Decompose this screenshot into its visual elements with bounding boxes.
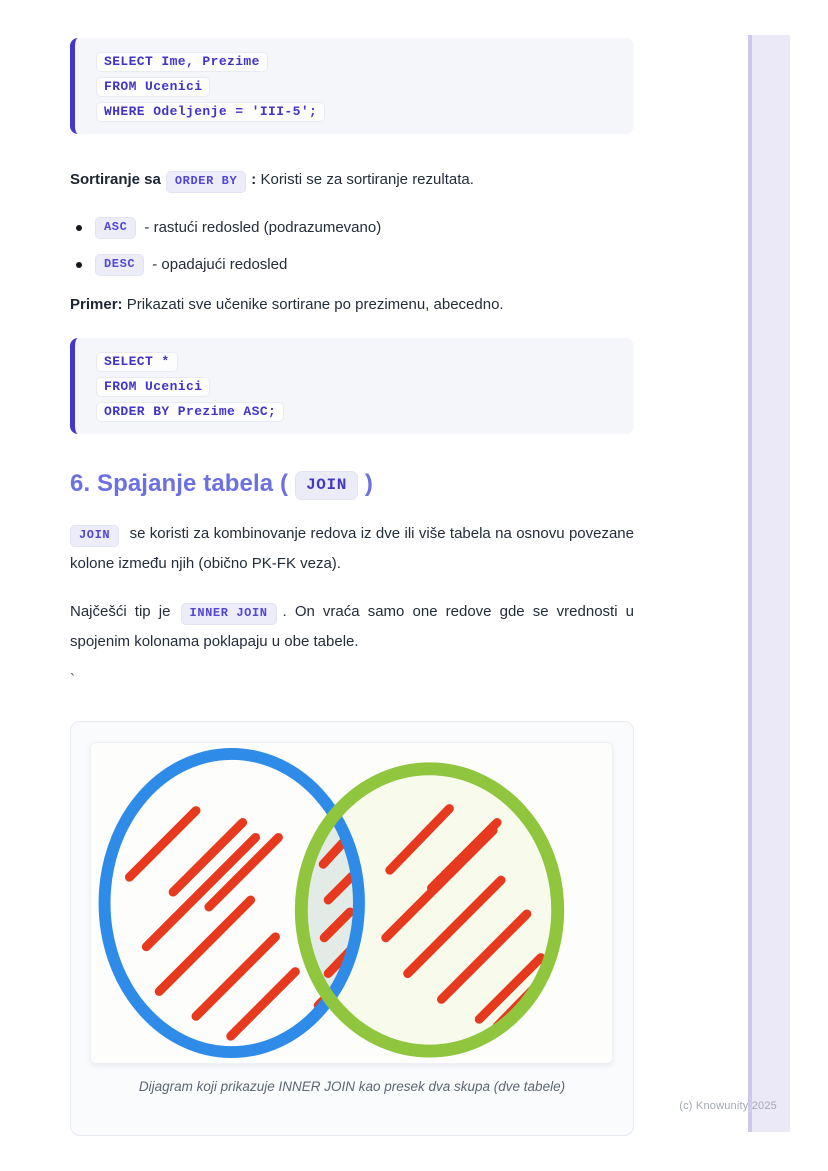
inner-join-text: . On vraća samo one redove gde se vrednosti u spojenim kolonama poklapaju u obe tabele. — [70, 603, 634, 650]
code-text: ORDER BY Prezime ASC; — [96, 402, 284, 422]
join-description-text: se koristi za kombinovanje redova iz dve ili više tabela na osnovu povezane kolone između njih (obično PK-FK veza). — [70, 525, 634, 572]
code-line — [96, 402, 618, 422]
heading-suffix: ) — [364, 470, 373, 497]
asc-chip: ASC — [95, 217, 136, 239]
code-line — [96, 102, 618, 122]
code-text: SELECT * — [96, 352, 178, 372]
code-block-select-where — [70, 38, 634, 134]
sortiranje-rest: Koristi se za sortiranje rezultata. — [260, 171, 474, 188]
primer-paragraph — [70, 292, 634, 318]
copyright-text: (c) Knowunity 2025 — [679, 1100, 777, 1112]
primer-text: Prikazati sve učenike sortirane po prezimenu, abecedno. — [126, 296, 504, 313]
venn-diagram-svg — [91, 743, 612, 1063]
order-by-chip: ORDER BY — [166, 171, 246, 193]
figure-caption: Dijagram koji prikazuje INNER JOIN kao presek dva skupa (dve tabele) — [138, 1079, 566, 1094]
section-heading-join — [70, 467, 634, 501]
sortiranje-lead: Sortiranje sa — [70, 171, 161, 188]
stray-backtick: ` — [70, 671, 75, 688]
code-block-order-by — [70, 338, 634, 434]
code-text: WHERE Odeljenje = 'III-5'; — [96, 102, 325, 122]
document-content — [70, 0, 634, 1136]
venn-diagram-image — [90, 742, 613, 1064]
bullet-icon — [76, 262, 82, 268]
list-item-asc — [70, 217, 634, 239]
code-line — [96, 52, 618, 72]
inner-join-paragraph — [70, 597, 634, 657]
inner-join-chip: INNER JOIN — [181, 603, 277, 625]
inner-join-lead: Najčešći tip je — [70, 603, 171, 620]
code-text: FROM Ucenici — [96, 377, 210, 397]
bullet-icon — [76, 225, 82, 231]
code-text: FROM Ucenici — [96, 77, 210, 97]
code-line — [96, 77, 618, 97]
join-chip: JOIN — [70, 525, 119, 547]
list-item-desc — [70, 254, 634, 276]
sortiranje-colon: : — [251, 171, 257, 188]
sortiranje-paragraph — [70, 167, 634, 193]
code-line — [96, 377, 618, 397]
venn-figure-card — [70, 721, 634, 1136]
right-accent-bar — [748, 35, 790, 1132]
code-line — [96, 352, 618, 372]
primer-label: Primer: — [70, 296, 123, 313]
list-item-text: - rastući redosled (podrazumevano) — [144, 219, 382, 236]
desc-chip: DESC — [95, 254, 144, 276]
list-item-text: - opadajući redosled — [152, 256, 288, 273]
sort-direction-list — [70, 217, 634, 276]
join-chip-heading: JOIN — [295, 471, 358, 500]
join-description-paragraph — [70, 519, 634, 579]
heading-prefix: 6. Spajanje tabela ( — [70, 470, 289, 497]
code-text: SELECT Ime, Prezime — [96, 52, 268, 72]
